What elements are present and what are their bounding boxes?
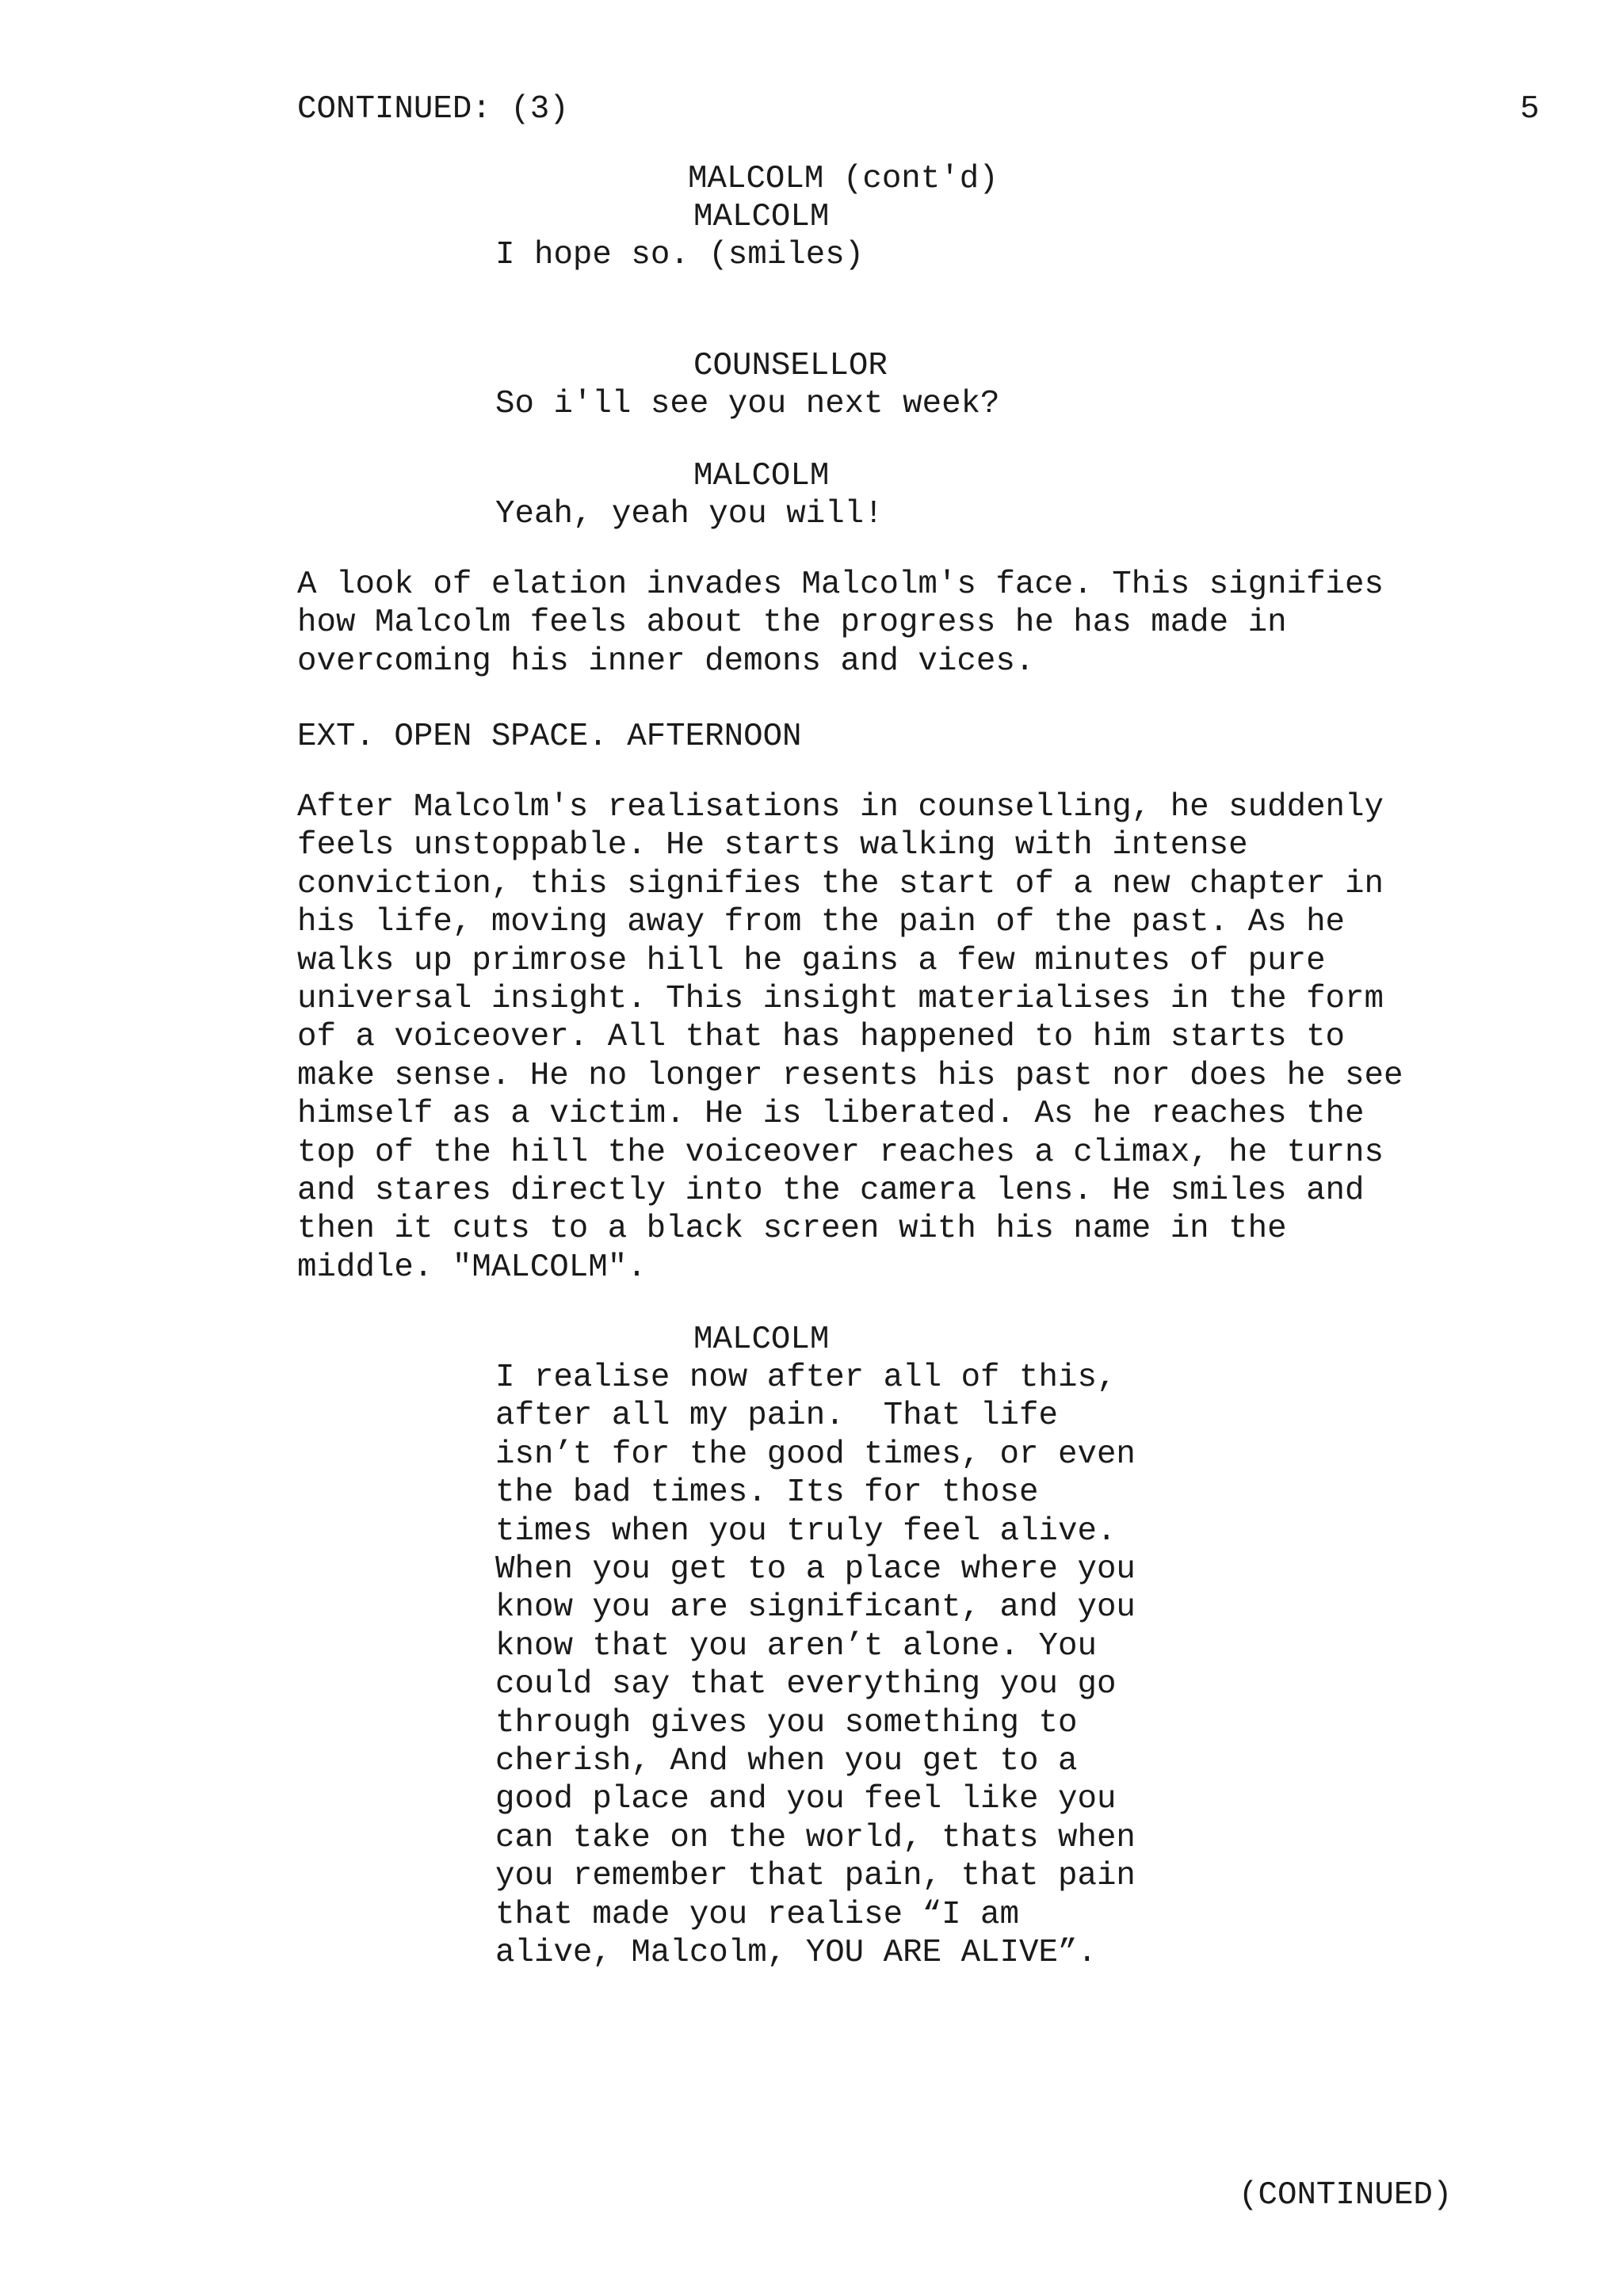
dialogue-monologue: I realise now after all of this, after all my pain. That life isn’t for the good times, or even the bad times. Its for those times when you truly feel alive. When you get to a place where you know you are significant, and you know that you aren’t alone. You could say that everything you go through gives you something to cherish, And when you get to a good place and you feel like you can take on the world, thats when you remember that pain, that pain that made you realise “I am alive, Malcolm, YOU ARE ALIVE”.: [495, 1360, 1136, 1972]
page-number: 5: [1520, 91, 1540, 128]
scene-heading: EXT. OPEN SPACE. AFTERNOON: [297, 719, 802, 755]
continued-header: CONTINUED: (3): [297, 91, 569, 128]
continued-footer: (CONTINUED): [1239, 2177, 1453, 2214]
action-paragraph: A look of elation invades Malcolm's face. This signifies how Malcolm feels about the progress he has made in overcoming his inner demons and vices.: [297, 566, 1384, 680]
dialogue-line: Yeah, yeah you will!: [495, 496, 884, 532]
action-paragraph: After Malcolm's realisations in counselling, he suddenly feels unstoppable. He starts walking with intense conviction, this signifies the start of a new chapter in his life, moving away from the pain of the past. As he walks up primrose hill he gains a few minutes of pure universal insight. This insight materialises in the form of a voiceover. All that has happened to him starts to make sense. He no longer resents his past nor does he see himself as a victim. He is liberated. As he reaches the top of the hill the voiceover reaches a climax, he turns and stares directly into the camera lens. He smiles and then it cuts to a black screen with his name in the middle. "MALCOLM".: [297, 789, 1403, 1286]
character-cue-malcolm: MALCOLM: [693, 199, 830, 235]
character-cue-malcolm: MALCOLM: [693, 1322, 830, 1358]
character-cue-counsellor: COUNSELLOR: [693, 348, 888, 384]
character-cue-malcolm-contd: MALCOLM (cont'd): [688, 161, 999, 197]
dialogue-line: I hope so. (smiles): [495, 237, 865, 273]
dialogue-line: So i'll see you next week?: [495, 386, 1000, 422]
character-cue-malcolm: MALCOLM: [693, 458, 830, 494]
